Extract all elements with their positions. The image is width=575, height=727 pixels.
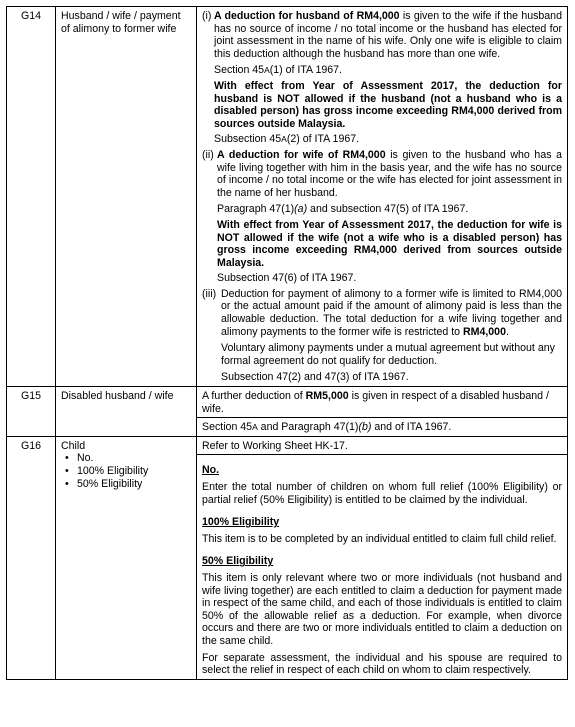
- clause-ii: [202, 149, 562, 288]
- list-item: • No.: [77, 452, 191, 465]
- clause-number: (ii): [202, 148, 214, 161]
- ref-part: Section 45: [214, 64, 265, 77]
- clause-end: .: [505, 325, 509, 338]
- row-item: Disabled husband / wife: [56, 387, 197, 437]
- legal-reference: [214, 64, 562, 77]
- row-code: G16: [7, 436, 56, 679]
- row-item: Husband / wife / payment of alimony to former wife: [56, 7, 197, 387]
- clause-number: (i): [202, 10, 212, 22]
- clause-amount: RM4,000: [462, 325, 506, 338]
- row-code: G15: [7, 387, 56, 437]
- desc-part: is given in respect of a disabled husband / wife.: [202, 390, 549, 415]
- legal-reference: Subsection 47(2) and 47(3) of ITA 1967.: [221, 371, 409, 384]
- ref-part: and of ITA 1967.: [371, 421, 452, 434]
- table-row-g14: [7, 7, 568, 387]
- legal-reference: [197, 418, 568, 437]
- desc-amount: RM5,000: [305, 390, 349, 403]
- legal-reference: Subsection 47(6) of ITA 1967.: [217, 272, 357, 285]
- table-row-g15: [7, 387, 568, 418]
- row-code: G14: [7, 7, 56, 387]
- clause-text: [217, 149, 562, 199]
- section-text: This item is to be completed by an individual entitled to claim full child relief.: [202, 532, 557, 545]
- row-description: [197, 7, 568, 387]
- ref-part: (2) of ITA 1967.: [286, 133, 360, 146]
- legal-reference: [214, 133, 562, 146]
- section-heading: No.: [202, 464, 220, 477]
- list-item: • 100% Eligibility: [77, 465, 191, 478]
- row-description: [197, 387, 568, 418]
- clause-lead: A deduction for husband of RM4,000: [214, 10, 400, 22]
- ref-part: Paragraph 47(1): [217, 203, 295, 216]
- item-title: Child: [61, 439, 86, 452]
- clause-note: Voluntary alimony payments under a mutual agreement but without any formal agreement do not qualify for deduction.: [221, 342, 555, 367]
- clause-body: is given to the husband who has a wife living together with him in the basis year, and the wife has no source of income / no total income or the wife has elected for joint assessment in the name of her husband.: [217, 148, 563, 199]
- ref-part: A: [281, 134, 287, 145]
- table-row-g16: [7, 436, 568, 455]
- bold-notice: With effect from Year of Assessment 2017, the deduction for wife is NOT allowed if the wife (not a wife who is a disabled person) has gross income exceeding RM4,000 derived from sources outside Malaysia.: [217, 218, 562, 269]
- row-item: [56, 436, 197, 679]
- row-description: [197, 455, 568, 679]
- clause-text: [214, 10, 562, 60]
- ref-part: A: [252, 422, 258, 433]
- clause-lead: A deduction for wife of RM4,000: [217, 148, 386, 161]
- bold-notice: With effect from Year of Assessment 2017, the deduction for husband is NOT allowed if the husband (not a husband who is a disabled person) has gross income exceeding RM4,000 derived from sources outside Malaysia.: [214, 79, 562, 130]
- desc-part: A further deduction of: [202, 390, 306, 403]
- ref-part: and Paragraph 47(1): [257, 421, 359, 434]
- ref-part: Section 45: [202, 421, 253, 434]
- legal-reference: [217, 203, 562, 216]
- relief-table: [6, 6, 568, 680]
- ref-part: Subsection 45: [214, 133, 282, 146]
- ref-part: (b): [358, 421, 372, 434]
- clause-i: [202, 10, 562, 149]
- ref-part: and subsection 47(5) of ITA 1967.: [307, 203, 469, 216]
- ref-part: A: [264, 65, 270, 76]
- clause-number: (iii): [202, 287, 217, 300]
- section-heading: 100% Eligibility: [202, 516, 280, 529]
- section-heading: 50% Eligibility: [202, 555, 274, 568]
- section-text: Enter the total number of children on whom full relief (100% Eligibility) or partial relief (50% Eligibility) is entitled to be claimed by the individual.: [202, 481, 562, 506]
- section-text: For separate assessment, the individual and his spouse are required to select the relief in respect of each child on whom to claim respectively.: [202, 651, 562, 677]
- ref-part: (1) of ITA 1967.: [269, 64, 342, 77]
- clause-body: is given to the wife if the husband has no source of income / no total income or the husband has elected for joint assessment in the name of his wife. Only one wife is eligible to claim this deduction although the husband has more than one wife.: [214, 10, 562, 60]
- clause-body: Deduction for payment of alimony to a former wife is limited to RM4,000 or the actual amount paid if the amount of alimony paid is less than the allowable deduction. The total deduction for a wife living together and alimony payments to the former wife is restricted to: [221, 287, 562, 338]
- list-item: • 50% Eligibility: [77, 478, 191, 491]
- clause-text: [221, 288, 562, 338]
- ref-part: (a): [294, 203, 308, 216]
- clause-iii: [202, 288, 562, 384]
- item-bullets: [61, 452, 191, 490]
- row-description: Refer to Working Sheet HK-17.: [197, 436, 568, 455]
- section-text: This item is only relevant where two or more individuals (not husband and wife living together) are each entitled to claim a deduction for payment made in respect of the same child, and each of those individuals is entitled to claim 50% of the allowable relief as a deduction. For example, when divorce occurs and there are two or more individuals entitled to claim a deduction on the same child.: [202, 571, 562, 647]
